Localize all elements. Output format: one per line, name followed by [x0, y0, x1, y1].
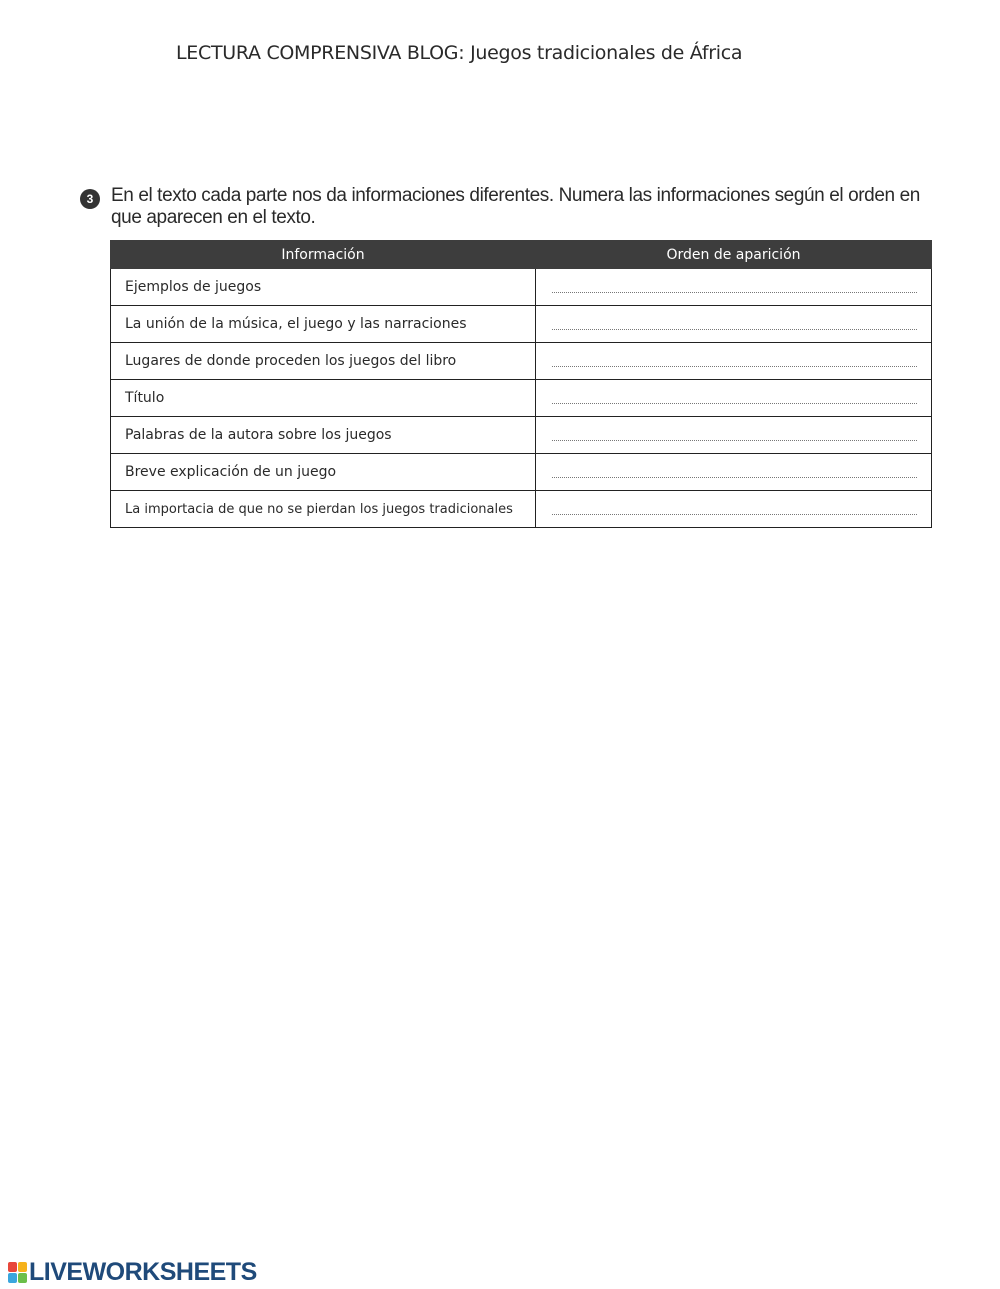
question-text: En el texto cada parte nos da informaciones diferentes. Numera las informaciones según el orden en que aparecen en el texto. — [111, 185, 920, 228]
dotted-answer-line — [552, 356, 917, 367]
table-row — [111, 380, 932, 417]
info-cell: Título — [111, 380, 536, 417]
answer-field[interactable] — [536, 454, 932, 491]
answer-field[interactable] — [536, 269, 932, 306]
info-cell: Breve explicación de un juego — [111, 454, 536, 491]
logo-square-icon — [8, 1262, 17, 1272]
liveworksheets-brand[interactable] — [8, 1259, 257, 1285]
table-header-row — [111, 241, 932, 269]
dotted-answer-line — [552, 430, 917, 441]
table-row — [111, 491, 932, 528]
page-title: LECTURA COMPRENSIVA BLOG: Juegos tradicionales de África — [176, 42, 743, 64]
column-header-informacion: Información — [111, 241, 536, 269]
answer-field[interactable] — [536, 491, 932, 528]
question-number: 3 — [80, 189, 100, 209]
answer-field[interactable] — [536, 343, 932, 380]
table-row — [111, 454, 932, 491]
info-cell: Palabras de la autora sobre los juegos — [111, 417, 536, 454]
table-row — [111, 306, 932, 343]
answer-table — [110, 240, 932, 528]
logo-square-icon — [8, 1273, 17, 1283]
column-header-orden: Orden de aparición — [536, 241, 932, 269]
table-row — [111, 343, 932, 380]
info-cell: La importacia de que no se pierdan los juegos tradicionales — [111, 491, 536, 528]
answer-field[interactable] — [536, 417, 932, 454]
answer-field[interactable] — [536, 306, 932, 343]
logo-square-icon — [18, 1262, 27, 1272]
table-row — [111, 269, 932, 306]
info-cell: Ejemplos de juegos — [111, 269, 536, 306]
dotted-answer-line — [552, 393, 917, 404]
dotted-answer-line — [552, 504, 917, 515]
logo-square-icon — [18, 1273, 27, 1283]
brand-wordmark: LIVEWORKSHEETS — [29, 1257, 257, 1286]
info-cell: Lugares de donde proceden los juegos del libro — [111, 343, 536, 380]
info-cell: La unión de la música, el juego y las narraciones — [111, 306, 536, 343]
dotted-answer-line — [552, 467, 917, 478]
dotted-answer-line — [552, 282, 917, 293]
table-row — [111, 417, 932, 454]
liveworksheets-logo-icon — [8, 1262, 26, 1282]
dotted-answer-line — [552, 319, 917, 330]
answer-field[interactable] — [536, 380, 932, 417]
